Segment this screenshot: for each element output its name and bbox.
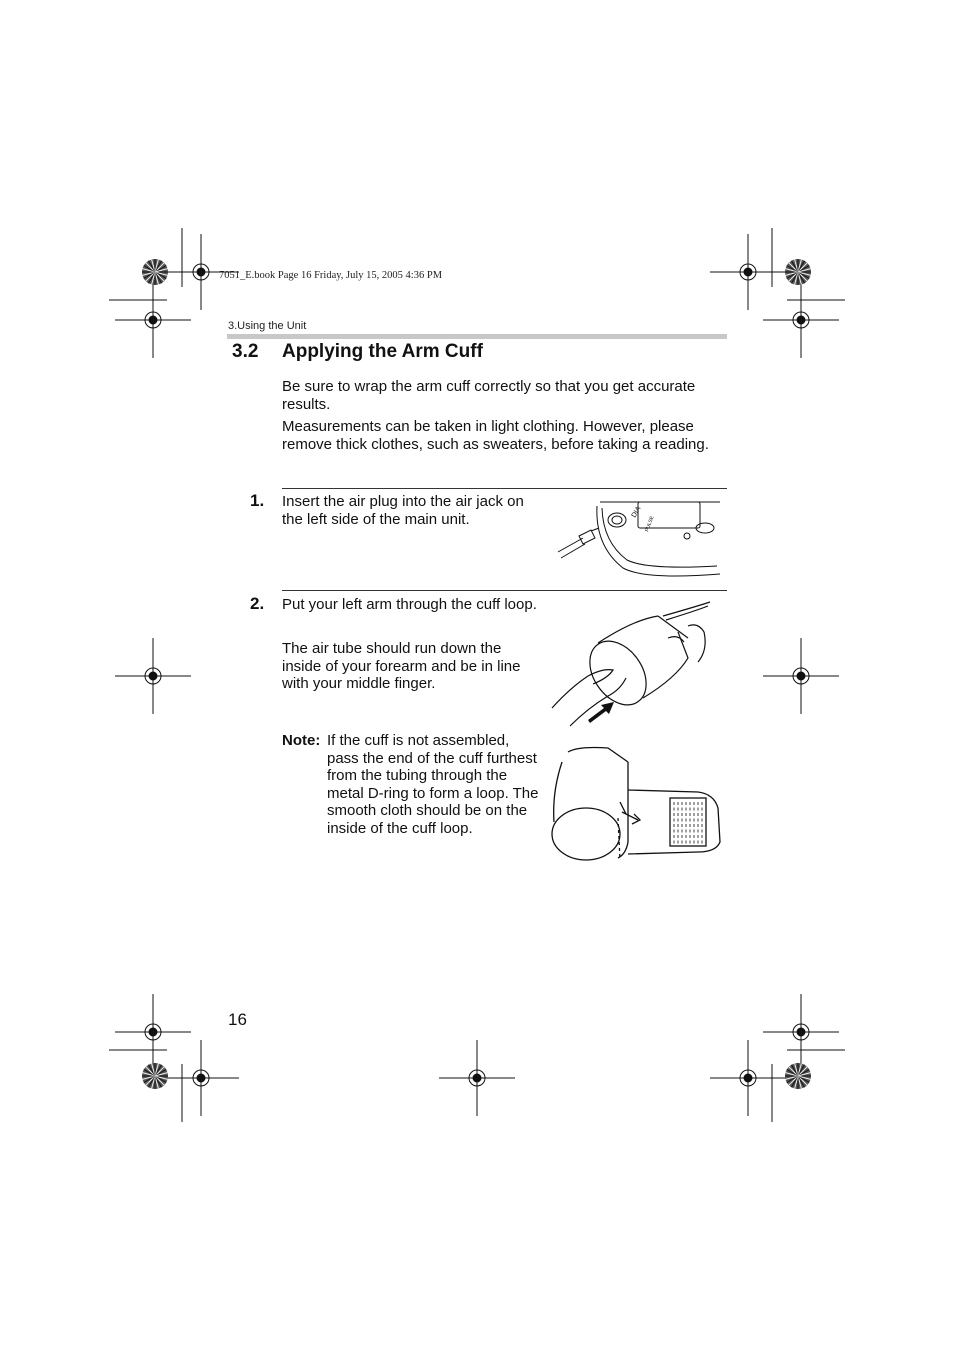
registration-star-icon — [142, 1063, 168, 1089]
registration-target-icon — [710, 234, 786, 310]
step-number: 2. — [250, 594, 265, 613]
note-text: If the cuff is not assembled, pass the end of the cuff furthest from the tubing through the metal D-ring to form a loop. The smooth cloth should be on the inside of the cuff loop. — [327, 732, 539, 837]
section-title: Applying the Arm Cuff — [282, 341, 483, 362]
intro-paragraph: Be sure to wrap the arm cuff correctly so that you get accurate results. — [282, 378, 696, 413]
air-plug-illustration — [555, 498, 725, 580]
registration-target-icon — [763, 638, 839, 714]
registration-target-icon — [763, 282, 839, 358]
registration-target-icon — [115, 638, 191, 714]
section-number: 3.2 — [232, 341, 259, 362]
cuff-loop-illustration — [548, 742, 723, 864]
registration-star-icon — [785, 1063, 811, 1089]
step-divider — [282, 590, 727, 591]
registration-target-icon — [163, 1040, 239, 1116]
intro-paragraph: Measurements can be taken in light clothing. However, please remove thick clothes, such as sweaters, before taking a reading. — [282, 418, 709, 453]
file-slug: 7051_E.book Page 16 Friday, July 15, 2005 4:36 PM — [219, 270, 443, 281]
note-label: Note: — [282, 732, 321, 749]
registration-target-icon — [439, 1040, 515, 1116]
step-text: Insert the air plug into the air jack on the left side of the main unit. — [282, 493, 524, 528]
running-head: 3.Using the Unit — [228, 320, 307, 332]
step-text: The air tube should run down the inside of your forearm and be in line with your middle finger. — [282, 640, 521, 693]
registration-target-icon — [115, 282, 191, 358]
registration-star-icon — [785, 259, 811, 285]
dia-label: DIA — [630, 505, 643, 519]
registration-target-icon — [763, 994, 839, 1070]
header-rule — [227, 334, 727, 339]
arm-in-cuff-illustration — [548, 598, 713, 733]
step-text: Put your left arm through the cuff loop. — [282, 596, 537, 613]
step-divider — [282, 488, 727, 489]
pulse-label: PULSE — [644, 515, 656, 533]
registration-star-icon — [142, 259, 168, 285]
registration-target-icon — [710, 1040, 786, 1116]
page-number: 16 — [228, 1010, 247, 1029]
step-number: 1. — [250, 491, 265, 510]
registration-target-icon — [115, 994, 191, 1070]
